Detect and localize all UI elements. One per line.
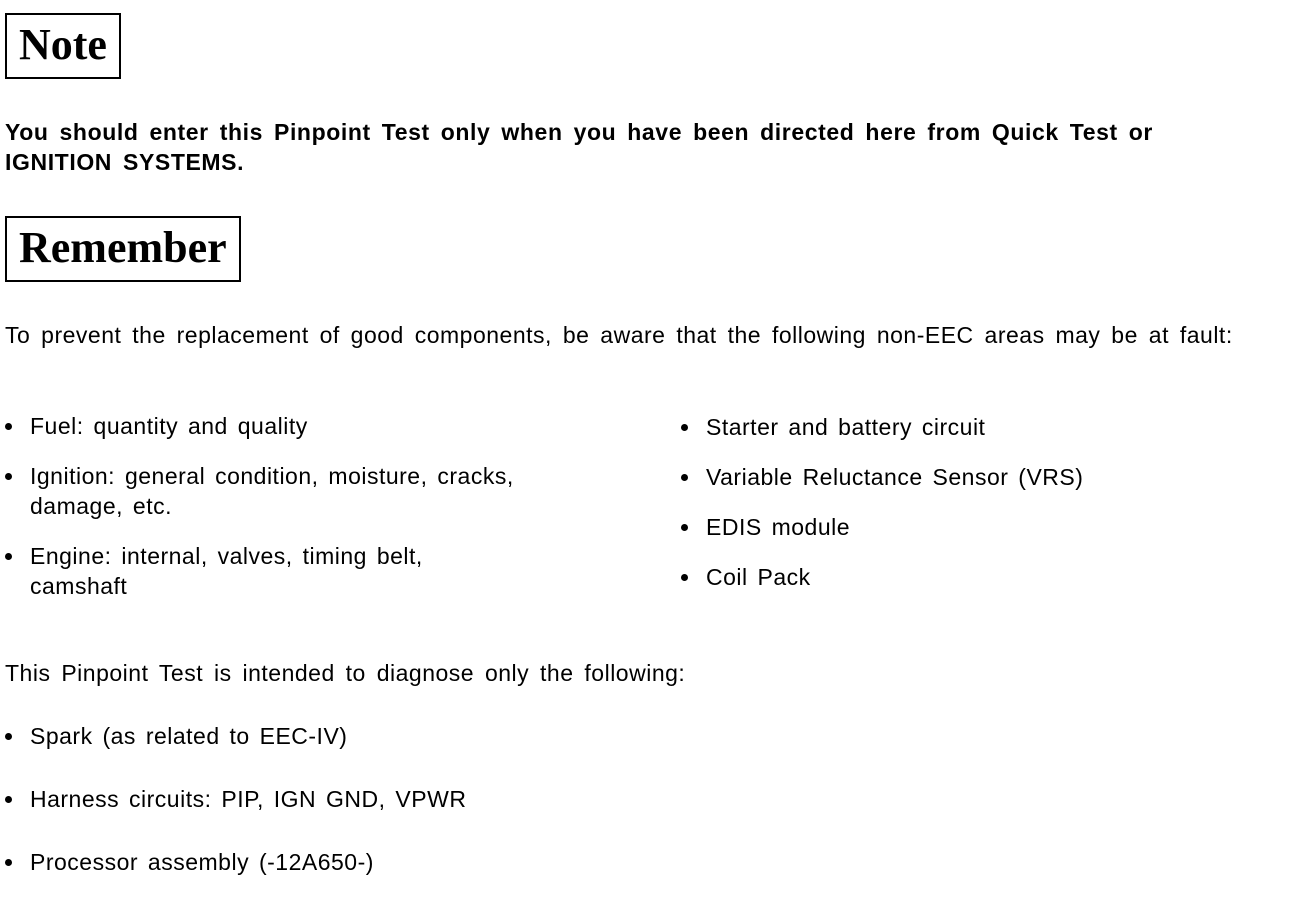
bullet-icon [681, 574, 688, 581]
non-eec-areas-right-list [681, 412, 1241, 612]
list-item [681, 412, 1241, 442]
list-item [5, 721, 805, 751]
list-item [5, 411, 525, 441]
list-item [681, 562, 1241, 592]
list-item-text: Starter and battery circuit [706, 414, 986, 440]
remember-heading: Remember [5, 216, 241, 282]
list-item-text: Fuel: quantity and quality [30, 413, 308, 439]
list-item-text: Variable Reluctance Sensor (VRS) [706, 464, 1084, 490]
bullet-icon [5, 553, 12, 560]
list-item [5, 541, 525, 601]
bullet-icon [5, 859, 12, 866]
list-item-text: Coil Pack [706, 564, 811, 590]
bullet-icon [681, 474, 688, 481]
non-eec-areas-left-list [5, 411, 525, 621]
scope-intro: This Pinpoint Test is intended to diagnose only the following: [5, 660, 686, 686]
list-item-text: Spark (as related to EEC-IV) [30, 723, 348, 749]
note-text: You should enter this Pinpoint Test only when you have been directed here from Quick Test or IGNITION SYSTEMS. [5, 119, 1153, 175]
bullet-icon [5, 733, 12, 740]
list-item-text: Processor assembly (-12A650-) [30, 849, 374, 875]
bullet-icon [5, 796, 12, 803]
list-item [5, 784, 805, 814]
diagnosis-scope-list [5, 721, 805, 910]
list-item-text: Engine: internal, valves, timing belt, camshaft [30, 543, 423, 599]
list-item-text: EDIS module [706, 514, 851, 540]
list-item-text: Ignition: general condition, moisture, cracks, damage, etc. [30, 463, 514, 519]
list-item [5, 461, 525, 521]
remember-intro: To prevent the replacement of good components, be aware that the following non-EEC areas may be at fault: [5, 322, 1233, 348]
list-item [681, 512, 1241, 542]
bullet-icon [681, 524, 688, 531]
note-heading: Note [5, 13, 121, 79]
list-item [5, 847, 805, 877]
bullet-icon [5, 423, 12, 430]
list-item-text: Harness circuits: PIP, IGN GND, VPWR [30, 786, 467, 812]
list-item [681, 462, 1241, 492]
bullet-icon [5, 473, 12, 480]
bullet-icon [681, 424, 688, 431]
